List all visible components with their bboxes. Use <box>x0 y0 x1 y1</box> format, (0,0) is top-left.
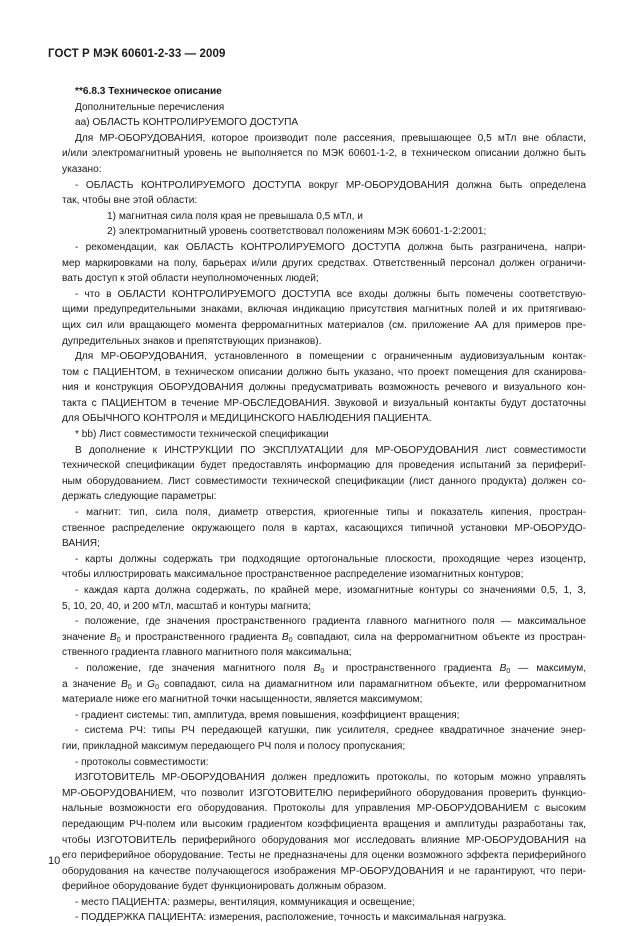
text-line: дупредительных знаков и препятствующих признаков). <box>62 335 322 347</box>
list-item: 2) электромагнитный уровень соответствовал положениям МЭК 60601-1-2:2001; <box>107 226 487 238</box>
text-line: и/или электромагнитный уровень не выполняется по МЭК 60601-1-2, в техническом описании должно быть <box>62 148 586 160</box>
text-line: чтобы ИЗГОТОВИТЕЛЬ периферийного оборудования мог исследовать влияние МР-ОБОРУДОВАНИЯ на <box>62 834 586 846</box>
text-line: Дополнительные перечисления <box>75 101 225 113</box>
text-line: щими предупредительными знаками, включая индикацию присутствия магнитных полей и их притягиваю- <box>62 304 586 316</box>
text-line: вать доступ к этой области неуполномоченных людей; <box>62 273 319 285</box>
text-line: МР-ОБОРУДОВАНИЕМ, что позволит ИЗГОТОВИТЕЛЮ периферийного оборудования проверить функцио- <box>62 787 586 799</box>
text-line: ственное распределение окружающего поля в картах, касающихся типичной установки МР-ОБОРУДО- <box>62 522 586 534</box>
subsection-heading: аа) ОБЛАСТЬ КОНТРОЛИРУЕМОГО ДОСТУПА <box>75 117 299 129</box>
text-line: указано: <box>62 163 102 175</box>
text-line: ВАНИЯ; <box>62 538 100 550</box>
text-line: - каждая карта должна содержать, по крайней мере, изомагнитные контуры со значениями 0,5, 1, 3, <box>75 585 586 596</box>
text-line: ственного градиента главного магнитного поля максимальна; <box>62 647 352 659</box>
section-heading: **6.8.3 Техническое описание <box>75 86 222 97</box>
text-line: том с ПАЦИЕНТОМ, в техническом описании должно быть указано, что проект помещения для сканирова- <box>62 366 586 378</box>
text-line: - ПОДДЕРЖКА ПАЦИЕНТА: измерения, расположение, точность и максимальная нагрузка. <box>75 912 507 924</box>
text-line: Для МР-ОБОРУДОВАНИЯ, которое производит поле рассеяния, превышающее 0,5 мТл вне области, <box>75 132 586 144</box>
text-line: - ОБЛАСТЬ КОНТРОЛИРУЕМОГО ДОСТУПА вокруг МР-ОБОРУДОВАНИЯ должна быть определена <box>75 179 586 191</box>
symbol-b: B <box>499 662 507 674</box>
text-line <box>62 677 586 693</box>
text-line <box>62 661 586 677</box>
text-fragment: а значение <box>62 678 121 690</box>
text-line: передающим РЧ-полем или высоким градиентом коэффициента вращения и амплитуды разработаны так, <box>62 818 586 830</box>
text-line: ферийное оборудование будет функционировать должным образом. <box>62 881 387 893</box>
text-line: Для МР-ОБОРУДОВАНИЯ, установленного в помещении с ограниченным аудиовизуальным контак- <box>75 351 586 363</box>
text-line: ным оборудованием. Лист совместимости технической спецификации (лист данного продукта) должен со- <box>62 475 586 487</box>
text-fragment: значение <box>62 631 110 643</box>
document-header: ГОСТ Р МЭК 60601-2-33 — 2009 <box>48 48 226 60</box>
symbol-sub: 0 <box>506 667 511 675</box>
symbol-b: B <box>120 678 128 690</box>
symbol-sub: 0 <box>320 667 325 675</box>
text-line: - система РЧ: типы РЧ передающей катушки, пик усилителя, среднее квадратичное значение энер- <box>75 725 586 737</box>
text-line: - градиент системы: тип, амплитуда, время повышения, коэффициент вращения; <box>75 709 460 721</box>
symbol-sub: 0 <box>116 636 121 644</box>
document-body <box>62 84 586 926</box>
text-line: - магнит: тип, сила поля, диаметр отверстия, криогенные типы и показатель кипения, простран- <box>75 507 586 519</box>
text-line: для ОБЫЧНОГО КОНТРОЛЯ и МЕДИЦИНСКОГО НАБЛЮДЕНИЯ ПАЦИЕНТА. <box>62 413 432 425</box>
text-line: - что в ОБЛАСТИ КОНТРОЛИРУЕМОГО ДОСТУПА все входы должны быть помечены соответствую- <box>75 288 586 300</box>
symbol-g: G <box>147 678 156 690</box>
text-line: ния и конструкция ОБОРУДОВАНИЯ должны предусматривать возможность речевого и визуального кон- <box>62 382 586 394</box>
text-line: ИЗГОТОВИТЕЛЬ МР-ОБОРУДОВАНИЯ должен предложить протоколы, по которым можно управлять <box>75 772 586 784</box>
text-fragment: совпадают, сила на ферромагнитном объекте из простран- <box>292 631 586 643</box>
text-line: - карты должны содержать три подходящие ортогональные плоскости, проходящие через изоцентр, <box>75 553 586 565</box>
text-line: такта с ПАЦИЕНТОМ в течение МР-ОБСЛЕДОВАНИЯ. Звуковой и визуальный контакты будут достаточны <box>62 397 586 409</box>
text-line: так, чтобы вне этой области: <box>62 195 198 207</box>
text-line: держать следующие параметры: <box>62 491 217 503</box>
text-line: В дополнение к ИНСТРУКЦИИ ПО ЭКСПЛУАТАЦИИ для МР-ОБОРУДОВАНИЯ лист совместимости <box>75 444 586 456</box>
symbol-b: B <box>281 631 289 643</box>
text-line: его периферийное оборудование. Тесты не предназначены для оценки возможного эффекта периферийного <box>62 850 586 862</box>
text-line: щих сил или вращающего момента ферромагнитных материалов (см. приложение АА для примеров пре- <box>62 319 586 331</box>
text-fragment: и пространственного градиента <box>324 662 500 674</box>
symbol-sub: 0 <box>127 683 132 691</box>
text-line: оборудования на качестве получающегося изображения МР-ОБОРУДОВАНИЯ и не гарантируют, что пери- <box>62 865 586 877</box>
text-line: - положение, где значения пространственного градиента главного магнитного поля — максимальное <box>75 616 586 628</box>
text-fragment: совпадают, сила на диамагнитном или парамагнитном объекте, или ферромагнитном <box>158 678 586 690</box>
list-item: 1) магнитная сила поля края не превышала 0,5 мТл, и <box>107 210 363 222</box>
text-fragment: и <box>131 678 148 690</box>
symbol-b: B <box>109 631 117 643</box>
text-line: технической спецификации будет предоставлять информацию для проведения испытаний за перифериĭ- <box>62 460 586 472</box>
text-fragment: - положение, где значения магнитного поля <box>75 662 314 674</box>
text-line: - рекомендации, как ОБЛАСТЬ КОНТРОЛИРУЕМОГО ДОСТУПА должна быть разграничена, напри- <box>75 241 586 253</box>
symbol-sub: 0 <box>288 636 293 644</box>
text-fragment: — максимум, <box>510 662 586 674</box>
text-line: нальные возможности его оборудования. Протоколы для управления МР-ОБОРУДОВАНИЕМ с высоким <box>62 803 586 815</box>
page-number: 10 <box>48 855 61 867</box>
text-line: чтобы иллюстрировать максимальное пространственное распределение изомагнитных контуров; <box>62 569 524 581</box>
symbol-sub: 0 <box>155 683 159 691</box>
subsection-heading: * bb) Лист совместимости технической спецификации <box>75 429 329 441</box>
text-line: - место ПАЦИЕНТА: размеры, вентиляция, коммуникация и освещение; <box>75 896 415 908</box>
text-line: - протоколы совместимости: <box>75 756 209 768</box>
text-line: мер маркировками на полу, барьерах и/или других средствах. Ответственный персонал должен ограничи- <box>62 257 586 269</box>
text-line: гии, прикладной максимум передающего РЧ поля и полосу пропускания; <box>62 740 406 752</box>
text-fragment: и пространственного градиента <box>120 631 282 643</box>
symbol-b: B <box>313 662 321 674</box>
text-line <box>62 630 586 646</box>
text-line: 5, 10, 20, 40, и 200 мТл, масштаб и контуры магнита; <box>62 600 312 612</box>
text-line: материале ниже его магнитной точки насыщенности, является максимумом; <box>62 694 423 706</box>
